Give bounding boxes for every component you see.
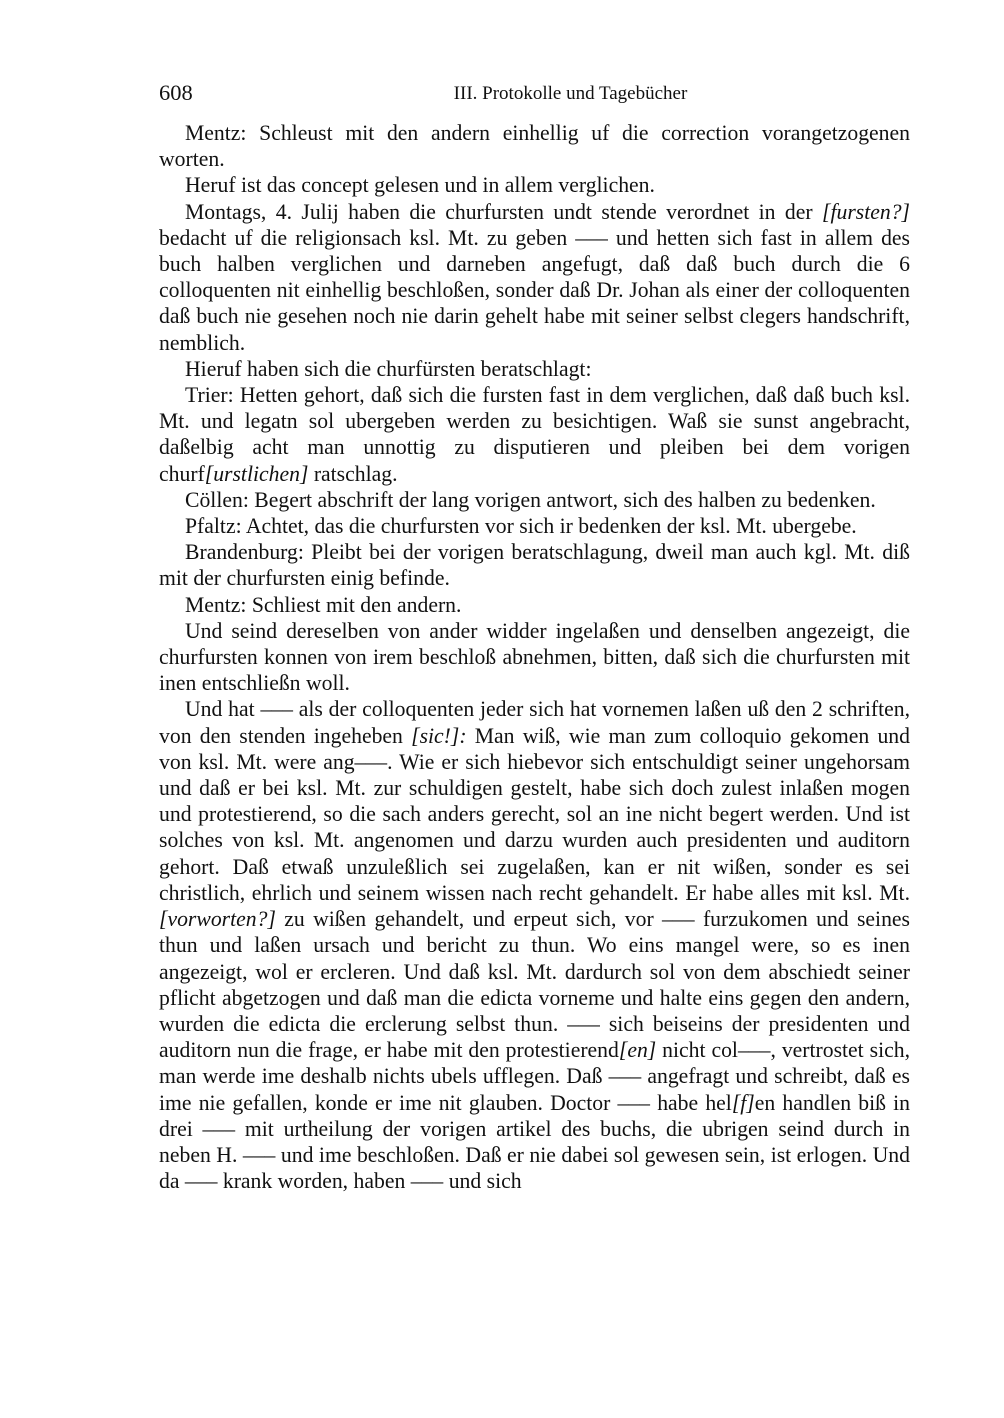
paragraph — [159, 382, 910, 487]
text-run: Trier: Hetten gehort, daß sich die fursten fast in dem verglichen, daß daß buch ksl. Mt. und legatn sol ubergeben werden zu besichtigen. Waß sie sunst angebracht, daßelbig acht man unnottig zu disputieren und pleiben bei dem vorigen churf — [159, 383, 910, 486]
text-run: Mentz: Schleust mit den andern einhellig uf die correction vorangetzogenen worten. — [159, 121, 910, 172]
editorial-note: [en] — [618, 1038, 657, 1063]
editorial-note: [urstlichen] — [204, 461, 309, 486]
page-header — [159, 78, 910, 108]
text-run: Man wiß, wie man zum colloquio gekomen und von ksl. Mt. were ang–––. Wie er sich hiebevor sich entschuldigt seiner ungehorsam und daß er bei ksl. Mt. zur schuldigen gestelt, habe sich doch zulest inlaßen mogen und protestierend, so die sach anders gerecht, sol an ine nicht begert werden. Und ist solches von ksl. Mt. angenomen und darzu wurden auch presidenten und auditorn gehort. Daß etwaß unzuleßlich sei zugelaßen, kan er nit wißen, sonder es sei christlich, ehrlich und seinem wissen nach recht gehandelt. Er habe alles mit ksl. Mt. — [159, 723, 910, 905]
paragraph — [159, 696, 910, 1194]
text-run: ratschlag. — [308, 461, 398, 486]
editorial-note: [fursten?] — [822, 199, 910, 224]
text-run: nicht col–––, vertrostet sich, man werde ime deshalb nichts ubels ufflegen. Daß ––– angefragt und schreibt, daß es ime nie gefallen, konde er ime nit glauben. Doctor ––– habe hel — [159, 1038, 910, 1115]
editorial-note: [sic!]: — [411, 723, 467, 748]
paragraph — [159, 199, 910, 356]
paragraph — [159, 513, 910, 539]
text-run: en handlen biß in drei ––– mit urtheilung der vorigen artikel des buchs, die ubrigen seind durch in neben H. ––– und ime beschloßen. Daß er nie dabei sol gewesen sein, ist erlogen. Und da ––– krank worden, haben ––– und sich — [159, 1090, 910, 1194]
text-run: Mentz: Schliest mit den andern. — [185, 592, 462, 617]
paragraph — [159, 487, 910, 513]
text-run: zu wißen gehandelt, und erpeut sich, vor ––– furzukomen und seines thun und laßen ursach und bericht zu thun. Wo eins mangel were, so es inen angezeigt, wol er ercleren. Und daß ksl. Mt. dardurch sol von dem abschiedt seiner pflicht abgetzogen und daß man die edicta vorneme und halte eins gegen den andern, wurden die edicta die erclerung selbst thun. ––– sich beiseins der presidenten und auditorn nun die frage, er habe mit den protestierend — [159, 907, 910, 1063]
paragraph — [159, 172, 910, 198]
text-run: bedacht uf die religionsach ksl. Mt. zu geben ––– und hetten sich fast in allem des buch halben verglichen und darneben angefugt, daß daß buch durch die 6 colloquenten nit einhellig beschloßen, sonder daß Dr. Johan als einer der colloquenten daß buch nie gesehen noch nie darin gehelt habe mit seiner selbst clegers handschrift, nemblich. — [159, 225, 910, 355]
body-text — [159, 120, 910, 1194]
text-run: Und hat ––– als der colloquenten jeder sich hat vornemen laßen uß den 2 schriften, von den stenden ingeheben — [159, 697, 910, 748]
editorial-note: [vorworten?] — [159, 907, 276, 932]
text-run: Montags, 4. Julij haben die churfursten undt stende verordnet in der — [185, 199, 823, 224]
running-title: III. Protokolle und Tagebücher — [453, 83, 688, 104]
text-run: Hieruf haben sich die churfürsten beratschlagt: — [185, 356, 592, 381]
editorial-note: [f] — [731, 1090, 755, 1115]
paragraph — [159, 618, 910, 697]
text-run: Cöllen: Begert abschrift der lang vorigen antwort, sich des halben zu bedenken. — [185, 487, 876, 512]
text-run: Und seind dereselben von ander widder ingelaßen und denselben angezeigt, die churfursten konnen von irem beschloß abnehmen, bitten, daß sich die churfursten mit inen entschließn woll. — [159, 618, 910, 696]
page-number: 608 — [159, 80, 193, 105]
paragraph — [159, 592, 910, 618]
text-run: Pfaltz: Achtet, das die churfursten vor sich ir bedenken der ksl. Mt. ubergebe. — [185, 514, 857, 539]
text-run: Heruf ist das concept gelesen und in allem verglichen. — [185, 173, 655, 198]
paragraph — [159, 356, 910, 382]
paragraph — [159, 120, 910, 172]
paragraph — [159, 539, 910, 591]
text-run: Brandenburg: Pleibt bei der vorigen beratschlagung, dweil man auch kgl. Mt. diß mit der churfursten einig befinde. — [159, 540, 910, 591]
